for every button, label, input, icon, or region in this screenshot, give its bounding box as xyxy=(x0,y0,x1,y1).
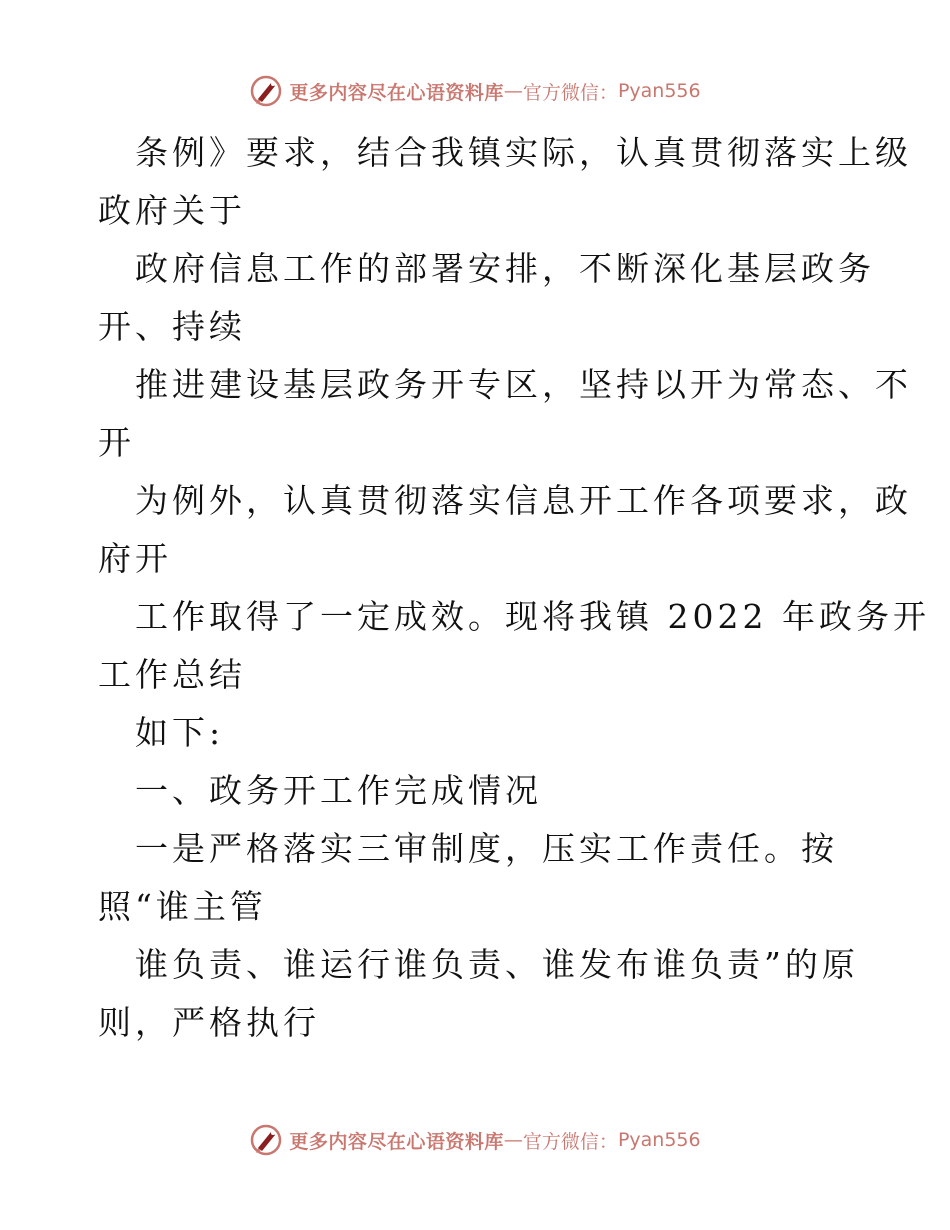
watermark-label: 官方微信： xyxy=(522,1130,618,1153)
body-line: 谁负责、谁运行谁负责、谁发布谁负责”的原 xyxy=(135,945,859,984)
body-line: 开 xyxy=(98,423,135,462)
watermark-brand: 更多内容尽在心语资料库 xyxy=(289,81,504,104)
section-heading: 一、政务开工作完成情况 xyxy=(135,771,542,810)
body-line: 则，严格执行 xyxy=(98,1003,320,1042)
body-line: 工作总结 xyxy=(98,655,246,694)
body-line: 一是严格落实三审制度，压实工作责任。按 xyxy=(135,829,838,868)
footer-watermark xyxy=(0,1120,950,1160)
header-watermark xyxy=(0,71,950,111)
watermark-wechat-id: Pyan556 xyxy=(617,80,701,102)
body-line: 推进建设基层政务开专区，坚持以开为常态、不 xyxy=(135,365,912,404)
watermark-separator: — xyxy=(503,80,523,102)
body-line: 府开 xyxy=(98,539,172,578)
watermark-brand: 更多内容尽在心语资料库 xyxy=(289,1130,504,1153)
watermark-label: 官方微信： xyxy=(522,81,618,104)
document-body xyxy=(98,124,930,1052)
body-line: 照“谁主管 xyxy=(98,887,267,926)
body-line: 为例外，认真贯彻落实信息开工作各项要求，政 xyxy=(135,481,912,520)
body-line: 政府信息工作的部署安排，不断深化基层政务 xyxy=(135,249,875,288)
body-line: 如下: xyxy=(135,713,225,752)
pen-logo-icon xyxy=(249,1123,283,1157)
body-line: 开、持续 xyxy=(98,307,246,346)
pen-logo-icon xyxy=(249,74,283,108)
body-line: 条例》要求，结合我镇实际，认真贯彻落实上级 xyxy=(135,133,912,172)
body-line: 政府关于 xyxy=(98,191,246,230)
body-line: 工作取得了一定成效。现将我镇 2022 年政务开 xyxy=(135,597,930,636)
watermark-separator: — xyxy=(503,1129,523,1151)
watermark-wechat-id: Pyan556 xyxy=(617,1129,701,1151)
